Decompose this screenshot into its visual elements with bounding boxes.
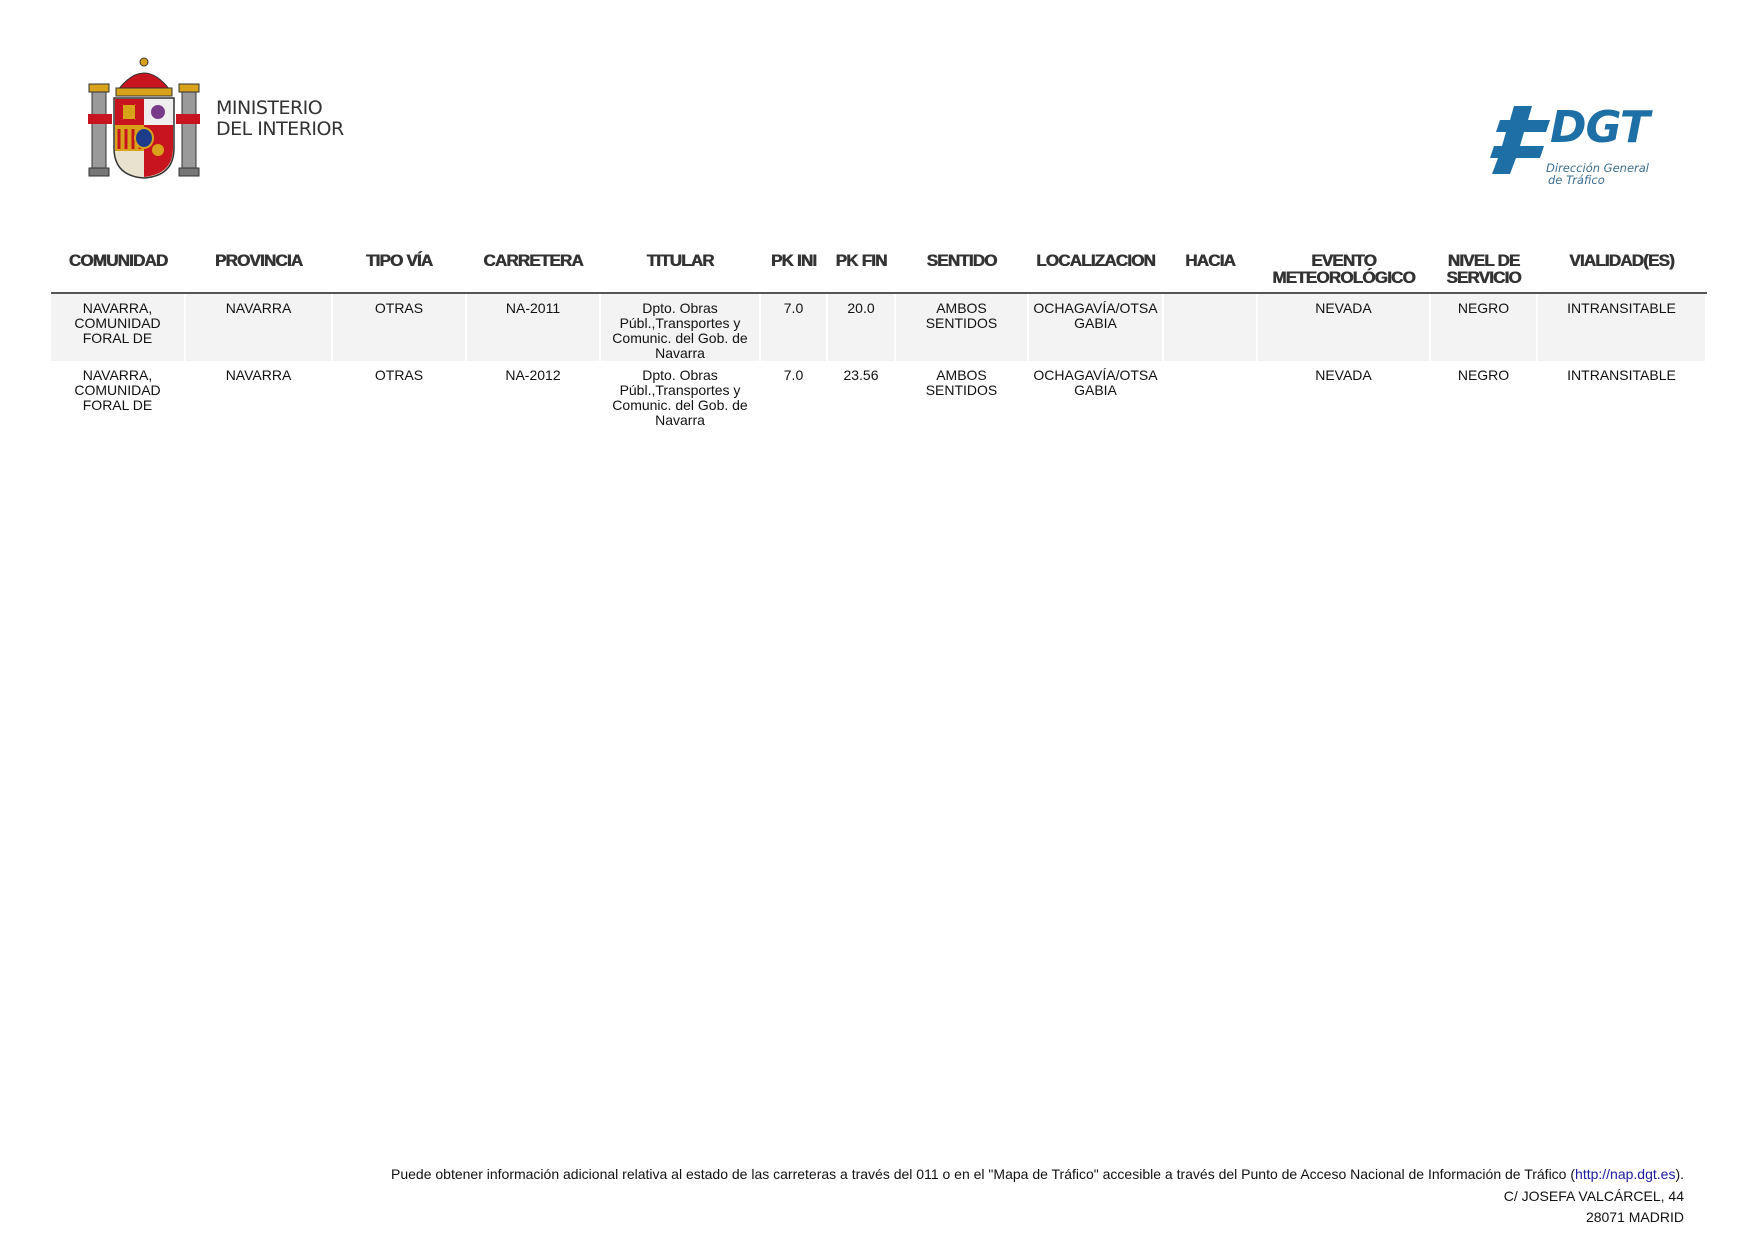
road-status-table [51,252,1707,428]
cell-carretera: NA-2012 [466,361,600,428]
column-header-tipo-via: TIPO VÍA [332,252,466,293]
footer-address-street: C/ JOSEFA VALCÁRCEL, 44 [1503,1188,1684,1204]
cell-nivel: NEGRO [1430,361,1537,428]
cell-provincia: NAVARRA [185,361,332,428]
cell-provincia: NAVARRA [185,293,332,361]
cell-localizacion: OCHAGAVÍA/OTSAGABIA [1028,361,1163,428]
nap-dgt-link[interactable]: http://nap.dgt.es [1575,1166,1676,1182]
column-header-localizacion: LOCALIZACION [1028,252,1163,293]
cell-comunidad: NAVARRA, COMUNIDAD FORAL DE [51,293,185,361]
coat-of-arms-icon [88,56,200,180]
dgt-subtitle-line1: Dirección General [1546,161,1649,175]
footer-address-city: 28071 MADRID [1585,1209,1684,1225]
cell-vialidad: INTRANSITABLE [1537,293,1706,361]
column-header-provincia: PROVINCIA [185,252,332,293]
column-header-carretera: CARRETERA [466,252,600,293]
cell-sentido: AMBOS SENTIDOS [895,293,1028,361]
cell-pk-fin: 20.0 [827,293,895,361]
cell-tipo-via: OTRAS [332,293,466,361]
cell-localizacion: OCHAGAVÍA/OTSAGABIA [1028,293,1163,361]
table-row [51,293,1706,361]
ministerio-line2: DEL INTERIOR [216,118,344,140]
cell-evento: NEVADA [1257,293,1430,361]
cell-comunidad: NAVARRA, COMUNIDAD FORAL DE [51,361,185,428]
dgt-logo [1488,104,1658,190]
ministerio-del-interior-logo [88,56,358,180]
dgt-emblem-icon [1488,104,1554,174]
cell-sentido: AMBOS SENTIDOS [895,361,1028,428]
cell-nivel: NEGRO [1430,293,1537,361]
dgt-subtitle [1546,162,1649,186]
cell-hacia [1163,293,1257,361]
table-header-row [51,252,1706,293]
cell-pk-fin: 23.56 [827,361,895,428]
column-header-sentido: SENTIDO [895,252,1028,293]
cell-tipo-via: OTRAS [332,361,466,428]
ministerio-wordmark [216,98,344,140]
cell-pk-ini: 7.0 [760,361,827,428]
cell-titular: Dpto. Obras Públ.,Transportes y Comunic. del Gob. de Navarra [600,361,760,428]
table-row [51,361,1706,428]
column-header-hacia: HACIA [1163,252,1257,293]
cell-evento: NEVADA [1257,361,1430,428]
column-header-pk-ini: PK INI [760,252,827,293]
column-header-nivel: NIVEL DE SERVICIO [1430,252,1537,293]
column-header-pk-fin: PK FIN [827,252,895,293]
cell-pk-ini: 7.0 [760,293,827,361]
cell-vialidad: INTRANSITABLE [1537,361,1706,428]
column-header-comunidad: COMUNIDAD [51,252,185,293]
dgt-wordmark: DGT [1550,102,1649,153]
footer-info-note [391,1166,1684,1182]
column-header-vialidad: VIALIDAD(ES) [1537,252,1706,293]
column-header-evento: EVENTO METEOROLÓGICO [1257,252,1430,293]
dgt-subtitle-line2: de Tráfico [1548,173,1605,187]
footer-note-end: ). [1675,1166,1684,1182]
cell-hacia [1163,361,1257,428]
cell-titular: Dpto. Obras Públ.,Transportes y Comunic. del Gob. de Navarra [600,293,760,361]
column-header-titular: TITULAR [600,252,760,293]
footer-note-text: Puede obtener información adicional relativa al estado de las carreteras a través del 011 o en el "Mapa de Tráfico" accesible a través del Punto de Acceso Nacional de Información de Tráfico ( [391,1166,1576,1182]
ministerio-line1: MINISTERIO [216,97,323,119]
cell-carretera: NA-2011 [466,293,600,361]
